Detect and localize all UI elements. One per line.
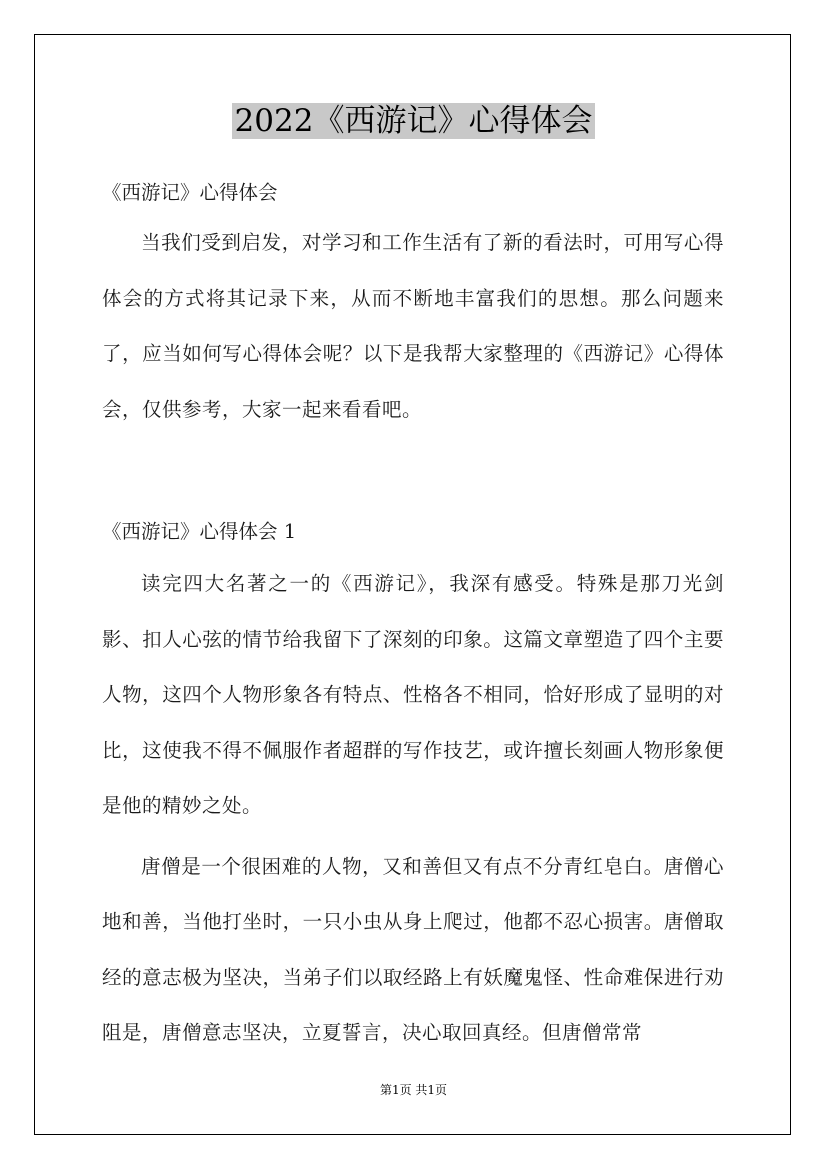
document-title bbox=[0, 100, 827, 142]
page-footer: 第1页 共1页 bbox=[379, 1083, 448, 1097]
document-body bbox=[102, 171, 724, 1061]
intro-heading: 《西游记》心得体会 bbox=[102, 181, 278, 204]
intro-paragraph: 当我们受到启发，对学习和工作生活有了新的看法时，可用写心得体会的方式将其记录下来，从而不断地丰富我们的思想。那么问题来了，应当如何写心得体会呢？以下是我帮大家整理的《西游记》心得体会，仅供参考，大家一起来看看吧。 bbox=[102, 231, 724, 421]
section1-paragraph-1: 读完四大名著之一的《西游记》，我深有感受。特殊是那刀光剑影、扣人心弦的情节给我留下了深刻的印象。这篇文章塑造了四个主要人物，这四个人物形象各有特点、性格各不相同，恰好形成了显明的对比，这使我不得不佩服作者超群的写作技艺，或许擅长刻画人物形象便是他的精妙之处。 bbox=[102, 572, 724, 817]
section1-paragraph-2: 唐僧是一个很困难的人物，又和善但又有点不分青红皂白。唐僧心地和善，当他打坐时，一只小虫从身上爬过，他都不忍心损害。唐僧取经的意志极为坚决，当弟子们以取经路上有妖魔鬼怪、性命难保进行劝阻是，唐僧意志坚决，立夏誓言，决心取回真经。但唐僧常常 bbox=[102, 854, 724, 1044]
section-spacer bbox=[102, 437, 724, 500]
section1-heading: 《西游记》心得体会 1 bbox=[102, 520, 297, 543]
document-title-text: 2022《西游记》心得体会 bbox=[232, 103, 596, 139]
